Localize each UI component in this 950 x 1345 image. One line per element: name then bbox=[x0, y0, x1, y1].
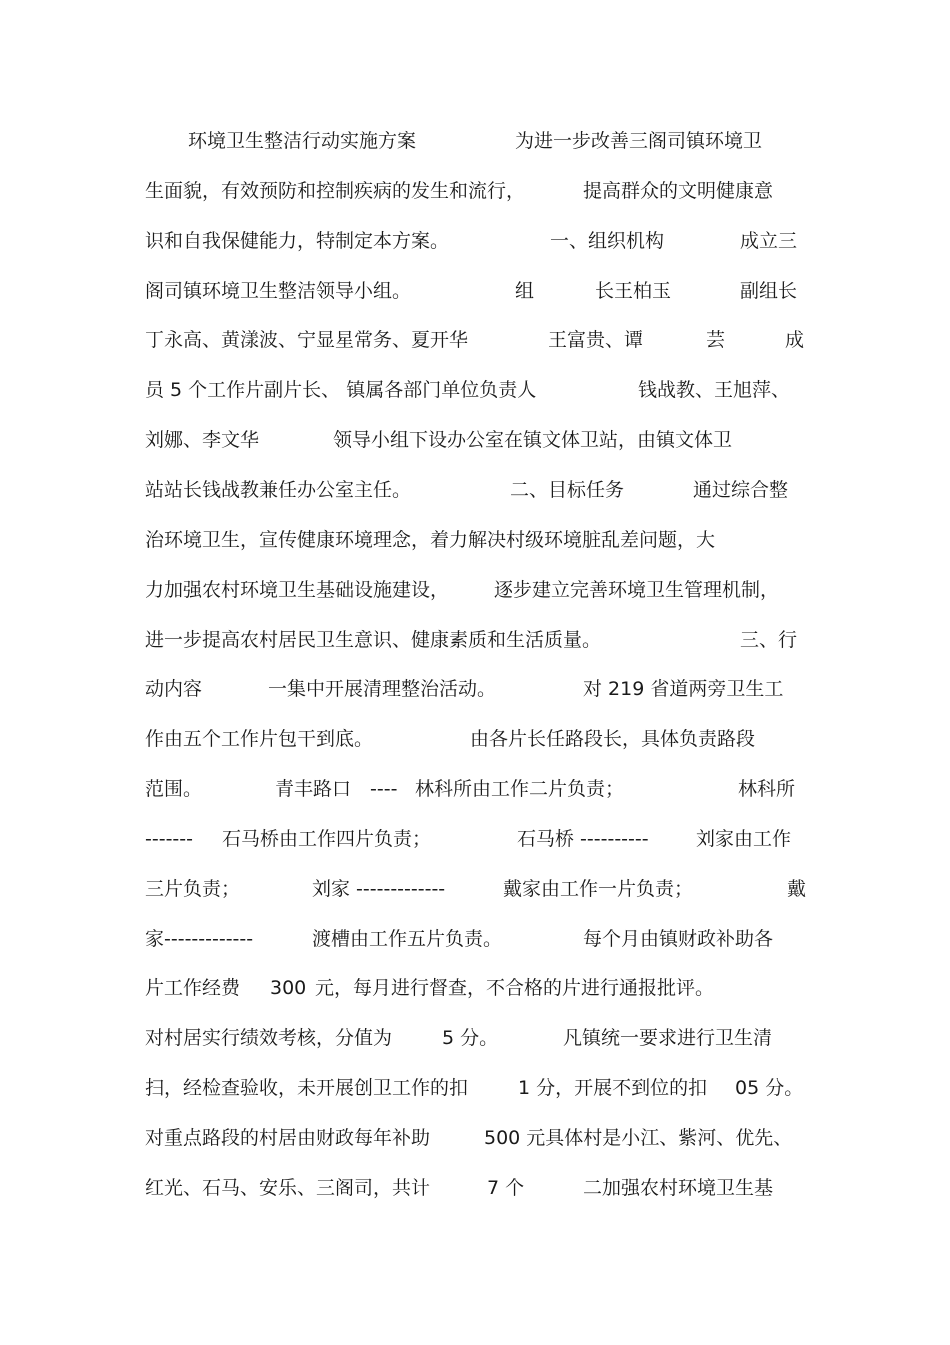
text-segment: 进一步提高农村居民卫生意识、健康素质和生活质量。 bbox=[145, 628, 602, 651]
text-segment: 生面貌，有效预防和控制疾病的发生和流行， bbox=[145, 179, 526, 202]
text-segment: 芸 bbox=[706, 329, 726, 352]
text-segment: 阁司镇环境卫生整洁领导小组。 bbox=[145, 279, 412, 302]
text-segment: 员 5 个工作片副片长、 镇属各部门单位负责人 bbox=[145, 379, 537, 402]
text-line bbox=[0, 1023, 950, 1053]
text-segment: 对重点路段的村居由财政每年补助 bbox=[145, 1127, 431, 1149]
text-segment: 渡槽由工作五片负责。 bbox=[312, 927, 503, 950]
text-segment: 刘娜、李文华 bbox=[145, 429, 260, 452]
text-line bbox=[0, 774, 950, 804]
text-line bbox=[0, 126, 950, 156]
text-segment: 二加强农村环境卫生基 bbox=[583, 1176, 774, 1199]
text-line bbox=[0, 1073, 950, 1103]
text-segment: 一、组织机构 bbox=[550, 229, 665, 252]
text-line bbox=[0, 625, 950, 655]
text-segment: 7 个 bbox=[487, 1176, 525, 1199]
text-segment: 对 219 省道两旁卫生工 bbox=[583, 678, 784, 701]
text-segment: 站站长钱战教兼任办公室主任。 bbox=[145, 478, 412, 501]
text-line bbox=[0, 475, 950, 505]
text-segment: 范围。 bbox=[145, 778, 203, 801]
text-segment: 500 元具体村是小江、紫河、优先、 bbox=[484, 1127, 793, 1149]
text-segment: 钱战教、王旭萍、 bbox=[638, 379, 791, 402]
text-line bbox=[0, 375, 950, 405]
text-segment: 力加强农村环境卫生基础设施建设， bbox=[145, 578, 450, 601]
text-segment: 副组长 bbox=[740, 279, 798, 302]
text-segment: 扫，经检查验收，未开展创卫工作的扣 bbox=[145, 1077, 469, 1100]
text-segment: 戴家由工作一片负责； bbox=[503, 877, 694, 900]
text-line bbox=[0, 824, 950, 854]
text-segment: 刘家 ------------- bbox=[312, 877, 446, 900]
text-line bbox=[0, 874, 950, 904]
text-segment: 环境卫生整洁行动实施方案 bbox=[188, 130, 417, 152]
text-segment: 长王柏玉 bbox=[595, 279, 672, 302]
text-segment: 一集中开展清理整治活动。 bbox=[268, 678, 497, 701]
text-segment: 为进一步改善三阁司镇环境卫 bbox=[515, 130, 763, 152]
text-segment: 逐步建立完善环境卫生管理机制， bbox=[494, 578, 780, 601]
text-line bbox=[0, 176, 950, 206]
text-line bbox=[0, 425, 950, 455]
text-segment: 作由五个工作片包干到底。 bbox=[145, 728, 374, 751]
text-segment: 三片负责； bbox=[145, 877, 241, 900]
text-line bbox=[0, 226, 950, 256]
text-segment: 治环境卫生，宣传健康环境理念，着力解决村级环境脏乱差问题，大 bbox=[145, 528, 716, 551]
text-line bbox=[0, 276, 950, 306]
text-segment: 元，每月进行督查，不合格的片进行通报批评。 bbox=[315, 977, 715, 1000]
text-segment: 石马桥 ---------- bbox=[517, 827, 649, 850]
text-segment: 戴 bbox=[787, 877, 807, 900]
text-segment: 刘家由工作 bbox=[696, 827, 792, 850]
text-segment: 1 分，开展不到位的扣 bbox=[518, 1077, 708, 1100]
text-line bbox=[0, 724, 950, 754]
text-segment: 青丰路口 bbox=[275, 778, 352, 801]
text-segment: 三、行 bbox=[740, 628, 798, 651]
text-segment: 丁永高、黄漾波、宁显星常务、夏开华 bbox=[145, 329, 469, 352]
text-segment: 红光、石马、安乐、三阁司，共计 bbox=[145, 1176, 431, 1199]
text-segment: 提高群众的文明健康意 bbox=[583, 179, 774, 202]
text-segment: ------- bbox=[145, 827, 193, 850]
text-line bbox=[0, 1173, 950, 1203]
text-line bbox=[0, 575, 950, 605]
text-line bbox=[0, 525, 950, 555]
text-segment: 成立三 bbox=[740, 229, 798, 252]
text-segment: 每个月由镇财政补助各 bbox=[583, 927, 774, 950]
text-segment: 成 bbox=[785, 329, 805, 352]
text-segment: 300 bbox=[270, 977, 307, 1000]
text-line bbox=[0, 973, 950, 1003]
text-segment: 通过综合整 bbox=[693, 478, 789, 501]
text-segment: 林科所 bbox=[738, 778, 796, 801]
text-segment: 王富贵、谭 bbox=[548, 329, 644, 352]
text-segment: 片工作经费 bbox=[145, 977, 241, 1000]
text-line bbox=[0, 674, 950, 704]
text-segment: 石马桥由工作四片负责； bbox=[222, 827, 432, 850]
text-segment: 动内容 bbox=[145, 678, 203, 701]
text-segment: 05 分。 bbox=[735, 1077, 804, 1100]
text-segment: 领导小组下设办公室在镇文体卫站，由镇文体卫 bbox=[333, 429, 733, 452]
text-segment: 5 分。 bbox=[442, 1027, 499, 1050]
text-line bbox=[0, 325, 950, 355]
text-segment: 家------------- bbox=[145, 927, 254, 950]
text-line bbox=[0, 1123, 950, 1153]
text-segment: 组 bbox=[515, 279, 535, 302]
text-line bbox=[0, 924, 950, 954]
text-segment: 识和自我保健能力，特制定本方案。 bbox=[145, 229, 450, 252]
text-segment: 对村居实行绩效考核，分值为 bbox=[145, 1027, 393, 1050]
text-segment: 由各片长任路段长，具体负责路段 bbox=[470, 728, 756, 751]
text-segment: 二、目标任务 bbox=[510, 478, 625, 501]
text-segment: 林科所由工作二片负责； bbox=[415, 778, 625, 801]
text-segment: ---- bbox=[370, 778, 398, 801]
text-segment: 凡镇统一要求进行卫生清 bbox=[563, 1027, 773, 1050]
